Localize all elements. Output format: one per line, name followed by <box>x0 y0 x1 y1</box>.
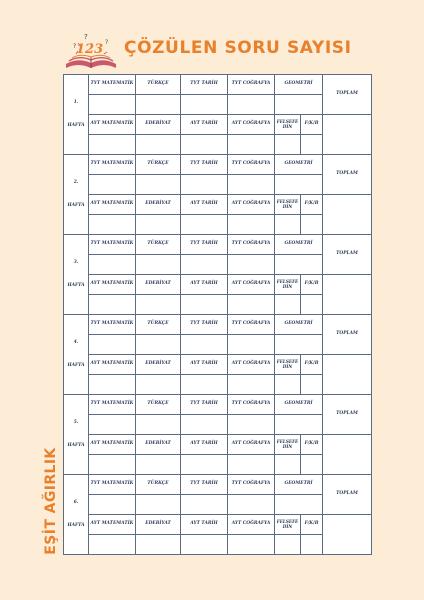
week-number: 1. <box>73 99 79 105</box>
entry-cell[interactable] <box>89 535 136 555</box>
entry-cell[interactable] <box>275 255 323 275</box>
subject-header: TYT TARİH <box>181 155 228 175</box>
subject-header: TYT COĞRAFYA <box>228 235 275 255</box>
hafta-text: HAFTA <box>67 362 85 368</box>
subject-header: FELSEFE DİN <box>275 195 301 215</box>
entry-cell[interactable] <box>181 535 228 555</box>
subject-header: AYT MATEMATİK <box>89 515 136 535</box>
week-label <box>64 395 89 475</box>
entry-cell[interactable] <box>228 95 275 115</box>
total-cell[interactable] <box>323 435 372 475</box>
entry-cell[interactable] <box>181 415 228 435</box>
entry-cell[interactable] <box>228 455 275 475</box>
entry-cell[interactable] <box>89 135 136 155</box>
subject-header: AYT COĞRAFYA <box>228 275 275 295</box>
entry-cell[interactable] <box>89 495 136 515</box>
subject-header: GEOMETRİ <box>275 395 323 415</box>
subject-header: TÜRKÇE <box>136 395 181 415</box>
entry-cell[interactable] <box>136 335 181 355</box>
entry-cell[interactable] <box>181 335 228 355</box>
subject-header: EDEBİYAT <box>136 355 181 375</box>
subject-header: AYT TARİH <box>181 355 228 375</box>
entry-cell[interactable] <box>136 495 181 515</box>
entry-cell[interactable] <box>228 495 275 515</box>
entry-cell[interactable] <box>136 455 181 475</box>
week-label <box>64 235 89 315</box>
subject-header: TYT TARİH <box>181 235 228 255</box>
header <box>0 0 424 75</box>
entry-cell[interactable] <box>228 415 275 435</box>
subject-header: TYT TARİH <box>181 75 228 95</box>
entry-cell[interactable] <box>301 215 323 235</box>
subject-header: F/K/B <box>301 435 323 455</box>
week-number: 3. <box>73 259 79 265</box>
entry-cell[interactable] <box>275 95 323 115</box>
week-label <box>64 315 89 395</box>
entry-cell[interactable] <box>275 375 301 395</box>
entry-cell[interactable] <box>136 415 181 435</box>
entry-cell[interactable] <box>181 95 228 115</box>
subject-header: F/K/B <box>301 275 323 295</box>
entry-cell[interactable] <box>89 255 136 275</box>
entry-cell[interactable] <box>275 495 323 515</box>
entry-cell[interactable] <box>181 295 228 315</box>
entry-cell[interactable] <box>228 135 275 155</box>
entry-cell[interactable] <box>181 135 228 155</box>
subject-header: GEOMETRİ <box>275 75 323 95</box>
entry-cell[interactable] <box>136 295 181 315</box>
subject-header: FELSEFE DİN <box>275 115 301 135</box>
svg-text:?: ? <box>73 43 77 50</box>
entry-cell[interactable] <box>301 135 323 155</box>
subject-header: TYT MATEMATİK <box>89 475 136 495</box>
subject-header: TYT COĞRAFYA <box>228 475 275 495</box>
toplam-label: TOPLAM <box>323 475 372 515</box>
subject-header: AYT MATEMATİK <box>89 115 136 135</box>
subject-header: FELSEFE DİN <box>275 275 301 295</box>
entry-cell[interactable] <box>136 175 181 195</box>
total-cell[interactable] <box>323 275 372 315</box>
subject-header: TYT TARİH <box>181 315 228 335</box>
entry-cell[interactable] <box>136 375 181 395</box>
svg-text:?: ? <box>105 39 109 46</box>
entry-cell[interactable] <box>89 375 136 395</box>
subject-header: EDEBİYAT <box>136 435 181 455</box>
question-count-table <box>63 74 372 555</box>
hafta-text: HAFTA <box>67 202 85 208</box>
subject-header: GEOMETRİ <box>275 315 323 335</box>
subject-header: F/K/B <box>301 515 323 535</box>
entry-cell[interactable] <box>181 215 228 235</box>
subject-header: AYT MATEMATİK <box>89 195 136 215</box>
entry-cell[interactable] <box>275 415 323 435</box>
total-cell[interactable] <box>323 515 372 555</box>
entry-cell[interactable] <box>275 175 323 195</box>
subject-header: EDEBİYAT <box>136 275 181 295</box>
subject-header: TYT COĞRAFYA <box>228 155 275 175</box>
entry-cell[interactable] <box>181 495 228 515</box>
subject-header: AYT COĞRAFYA <box>228 435 275 455</box>
subject-header: AYT COĞRAFYA <box>228 115 275 135</box>
entry-cell[interactable] <box>181 375 228 395</box>
hafta-text: HAFTA <box>67 122 85 128</box>
entry-cell[interactable] <box>228 535 275 555</box>
subject-header: GEOMETRİ <box>275 475 323 495</box>
entry-cell[interactable] <box>228 255 275 275</box>
subject-header: EDEBİYAT <box>136 195 181 215</box>
entry-cell[interactable] <box>89 215 136 235</box>
subject-header: TYT MATEMATİK <box>89 235 136 255</box>
entry-cell[interactable] <box>301 375 323 395</box>
entry-cell[interactable] <box>136 535 181 555</box>
toplam-label: TOPLAM <box>323 75 372 115</box>
week-label <box>64 75 89 155</box>
subject-header: TÜRKÇE <box>136 75 181 95</box>
entry-cell[interactable] <box>89 415 136 435</box>
entry-cell[interactable] <box>181 255 228 275</box>
svg-text:?: ? <box>84 33 88 41</box>
hafta-text: HAFTA <box>67 522 85 528</box>
entry-cell[interactable] <box>228 375 275 395</box>
total-cell[interactable] <box>323 355 372 395</box>
subject-header: AYT MATEMATİK <box>89 275 136 295</box>
subject-header: AYT TARİH <box>181 115 228 135</box>
subject-header: F/K/B <box>301 355 323 375</box>
week-label <box>64 155 89 235</box>
total-cell[interactable] <box>323 115 372 155</box>
week-number: 5. <box>73 419 79 425</box>
subject-header: AYT COĞRAFYA <box>228 195 275 215</box>
subject-header: EDEBİYAT <box>136 115 181 135</box>
entry-cell[interactable] <box>228 295 275 315</box>
subject-header: TYT COĞRAFYA <box>228 315 275 335</box>
week-number: 2. <box>73 179 79 185</box>
subject-header: TYT MATEMATİK <box>89 155 136 175</box>
toplam-label: TOPLAM <box>323 395 372 435</box>
entry-cell[interactable] <box>181 455 228 475</box>
entry-cell[interactable] <box>228 175 275 195</box>
entry-cell[interactable] <box>136 135 181 155</box>
entry-cell[interactable] <box>181 175 228 195</box>
subject-header: AYT COĞRAFYA <box>228 355 275 375</box>
entry-cell[interactable] <box>136 95 181 115</box>
subject-header: AYT TARİH <box>181 435 228 455</box>
entry-cell[interactable] <box>301 455 323 475</box>
subject-header: TYT TARİH <box>181 395 228 415</box>
week-label <box>64 475 89 555</box>
entry-cell[interactable] <box>275 295 301 315</box>
week-number: 4. <box>73 339 79 345</box>
entry-cell[interactable] <box>275 535 301 555</box>
hafta-text: HAFTA <box>67 282 85 288</box>
entry-cell[interactable] <box>89 95 136 115</box>
entry-cell[interactable] <box>228 335 275 355</box>
subject-header: TÜRKÇE <box>136 475 181 495</box>
subject-header: FELSEFE DİN <box>275 355 301 375</box>
side-label <box>38 447 64 555</box>
subject-header: TYT COĞRAFYA <box>228 75 275 95</box>
subject-header: AYT MATEMATİK <box>89 355 136 375</box>
toplam-label: TOPLAM <box>323 155 372 195</box>
subject-header: TYT MATEMATİK <box>89 75 136 95</box>
subject-header: FELSEFE DİN <box>275 435 301 455</box>
subject-header: GEOMETRİ <box>275 235 323 255</box>
logo-number: 123 <box>76 42 104 57</box>
total-cell[interactable] <box>323 195 372 235</box>
side-label-text: EŞİT AĞIRLIK <box>43 447 59 555</box>
toplam-label: TOPLAM <box>323 235 372 275</box>
subject-header: GEOMETRİ <box>275 155 323 175</box>
entry-cell[interactable] <box>89 455 136 475</box>
entry-cell[interactable] <box>228 215 275 235</box>
page-title: ÇÖZÜLEN SORU SAYISI <box>124 38 352 58</box>
entry-cell[interactable] <box>301 295 323 315</box>
entry-cell[interactable] <box>89 335 136 355</box>
subject-header: TYT MATEMATİK <box>89 315 136 335</box>
subject-header: AYT MATEMATİK <box>89 435 136 455</box>
entry-cell[interactable] <box>89 295 136 315</box>
subject-header: FELSEFE DİN <box>275 515 301 535</box>
subject-header: TYT TARİH <box>181 475 228 495</box>
subject-header: TYT MATEMATİK <box>89 395 136 415</box>
subject-header: AYT COĞRAFYA <box>228 515 275 535</box>
entry-cell[interactable] <box>275 455 301 475</box>
subject-header: EDEBİYAT <box>136 515 181 535</box>
subject-header: TÜRKÇE <box>136 235 181 255</box>
subject-header: TÜRKÇE <box>136 155 181 175</box>
entry-cell[interactable] <box>89 175 136 195</box>
subject-header: AYT TARİH <box>181 515 228 535</box>
entry-cell[interactable] <box>275 135 301 155</box>
entry-cell[interactable] <box>136 255 181 275</box>
subject-header: AYT TARİH <box>181 275 228 295</box>
week-number: 6. <box>73 499 79 505</box>
subject-header: F/K/B <box>301 195 323 215</box>
toplam-label: TOPLAM <box>323 315 372 355</box>
subject-header: F/K/B <box>301 115 323 135</box>
hafta-text: HAFTA <box>67 442 85 448</box>
subject-header: TÜRKÇE <box>136 315 181 335</box>
entry-cell[interactable] <box>301 535 323 555</box>
subject-header: AYT TARİH <box>181 195 228 215</box>
entry-cell[interactable] <box>275 335 323 355</box>
entry-cell[interactable] <box>275 215 301 235</box>
open-book-logo-icon <box>62 24 120 72</box>
entry-cell[interactable] <box>136 215 181 235</box>
subject-header: TYT COĞRAFYA <box>228 395 275 415</box>
